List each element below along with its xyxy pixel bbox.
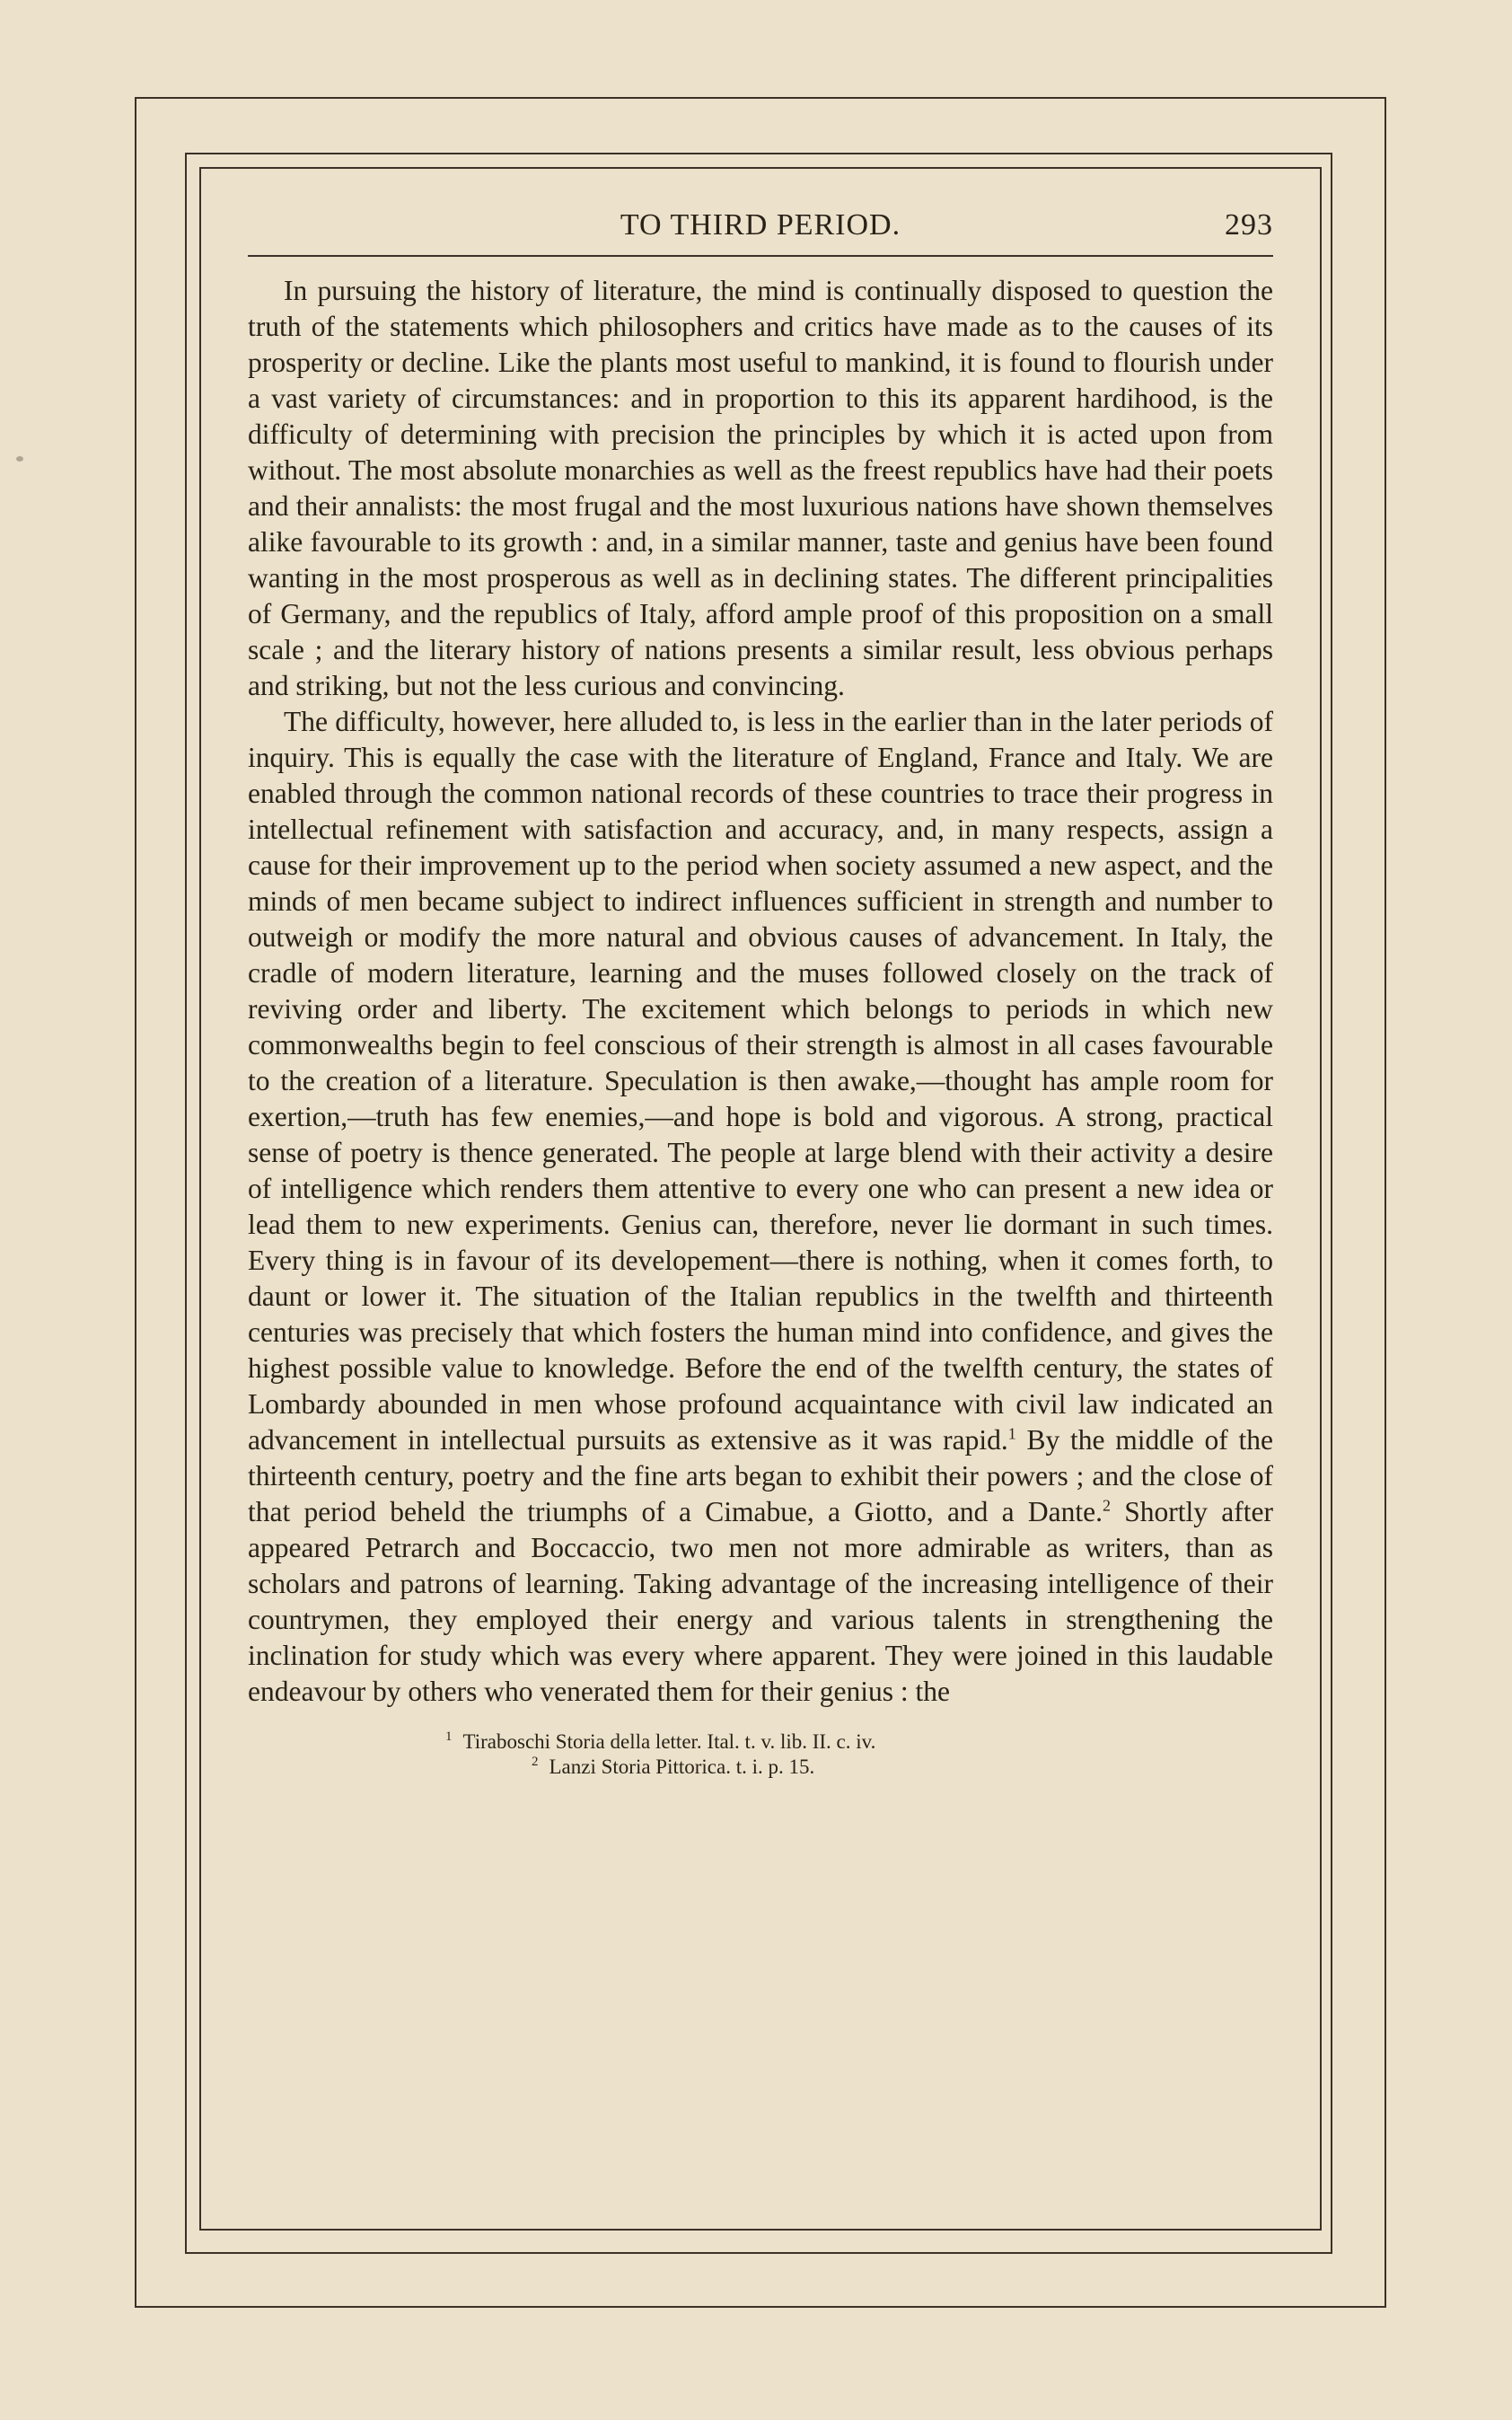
- body-text: [248, 273, 1273, 1710]
- page-blemish: [16, 456, 23, 462]
- footnote-1-text: Tiraboschi Storia della letter. Ital. t. v. lib. II. c. iv.: [462, 1730, 876, 1753]
- footnote-2: [445, 1755, 1273, 1780]
- page-content: [248, 201, 1273, 2177]
- footnote-2-mark: 2: [532, 1755, 539, 1770]
- footnote-ref-2: 2: [1103, 1496, 1112, 1515]
- header-rule: [248, 255, 1273, 257]
- footnote-ref-1: 1: [1007, 1424, 1016, 1443]
- page-number: 293: [1225, 208, 1273, 242]
- footnote-1-mark: 1: [445, 1729, 453, 1745]
- paragraph-2-part-c: Shortly after appeared Petrarch and Boccaccio, two men not more admirable as writers, than as scholars and patrons of learning. Taking advantage of the increasing intelligence of their countrymen, they employed their energy and various talents in strengthening the inclination for study which was every where apparent. They were joined in this laudable endeavour by others who venerated them for their genius : the: [248, 1496, 1273, 1707]
- paragraph-2-part-a: The difficulty, however, here alluded to, is less in the earlier than in the later periods of inquiry. This is equally the case with the literature of England, France and Italy. We are enabled through the common national records of these countries to trace their progress in intellectual refinement with satisfaction and accuracy, and, in many respects, assign a cause for their improvement up to the period when society assumed a new aspect, and the minds of men became subject to indirect influences sufficient in strength and number to outweigh or modify the more natural and obvious causes of advancement. In Italy, the cradle of modern literature, learning and the muses followed closely on the track of reviving order and liberty. The excitement which belongs to periods in which new commonwealths begin to feel conscious of their strength is almost in all cases favourable to the creation of a literature. Speculation is then awake,—thought has ample room for exertion,—truth has few enemies,—and hope is bold and vigorous. A strong, practical sense of poetry is thence generated. The people at large blend with their activity a desire of intelligence which renders them attentive to every one who can present a new idea or lead them to new experiments. Genius can, therefore, never lie dormant in such times. Every thing is in favour of its developement—there is nothing, when it comes forth, to daunt or lower it. The situation of the Italian republics in the twelfth and thirteenth centuries was precisely that which fosters the human mind into confidence, and gives the highest possible value to knowledge. Before the end of the twelfth century, the states of Lombardy abounded in men whose profound acquaintance with civil law indicated an advancement in intellectual pursuits as extensive as it was rapid.: [248, 706, 1273, 1456]
- running-head: [248, 201, 1273, 251]
- footnotes: [248, 1729, 1273, 1780]
- paragraph-2-part-b: By the middle of the thirteenth century, poetry and the fine arts began to exhibit their powers ; and the close of that period beheld the triumphs of a Cimabue, a Giotto, and a Dante.: [248, 1424, 1273, 1527]
- paragraph-1: In pursuing the history of literature, the mind is continually disposed to question the truth of the statements which philosophers and critics have made as to the causes of its prosperity or decline. Like the plants most useful to mankind, it is found to flourish under a vast variety of circumstances: and in proportion to this its apparent hardihood, is the difficulty of determining with precision the principles by which it is acted upon from without. The most absolute monarchies as well as the freest republics have had their poets and their annalists: the most frugal and the most luxurious nations have shown themselves alike favourable to its growth : and, in a similar manner, taste and genius have been found wanting in the most prosperous as well as in declining states. The different principalities of Germany, and the republics of Italy, afford ample proof of this proposition on a small scale ; and the literary history of nations presents a similar result, less obvious perhaps and striking, but not the less curious and convincing.: [248, 275, 1273, 701]
- footnote-1: [445, 1729, 1273, 1755]
- paragraph-2: [248, 704, 1273, 1710]
- running-head-title: TO THIRD PERIOD.: [620, 208, 901, 242]
- footnote-2-text: Lanzi Storia Pittorica. t. i. p. 15.: [549, 1756, 815, 1778]
